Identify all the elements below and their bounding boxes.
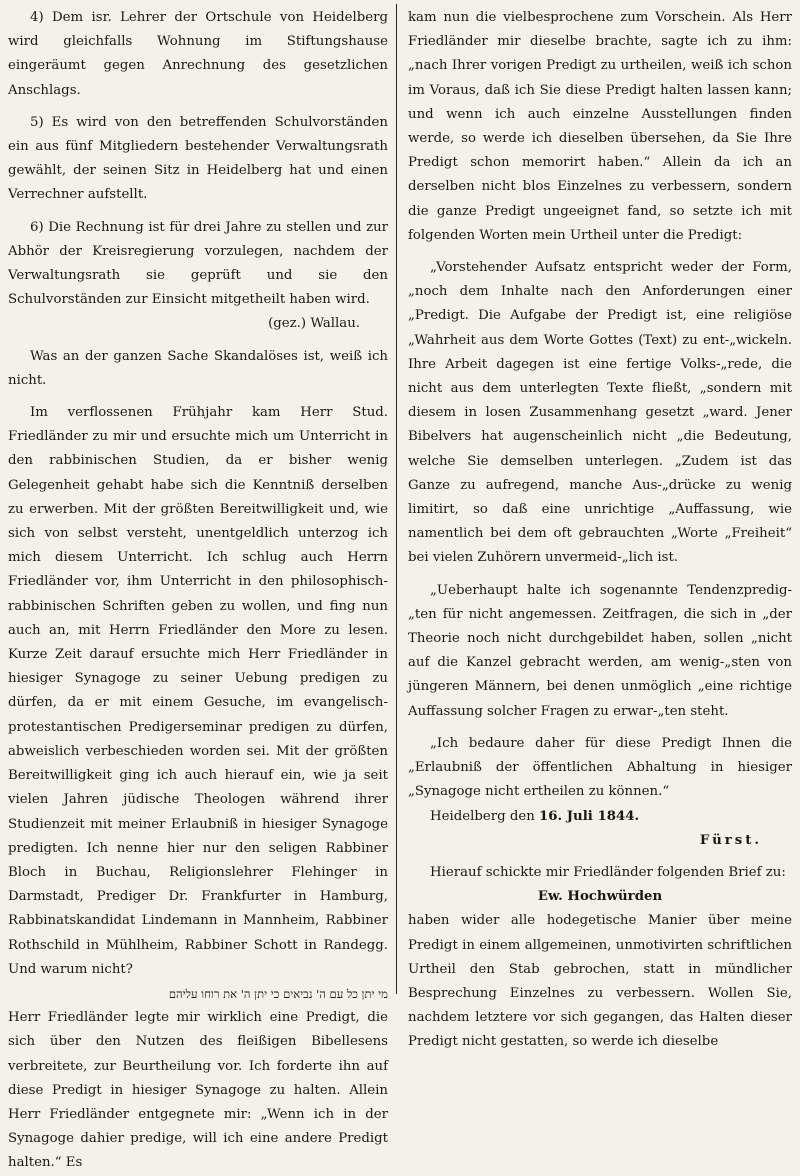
judgement-paragraph-2: „Ueberhaupt halte ich sogenannte Tendenzpredig-„ten für nicht angemessen. Zeitfragen, die sich in „der Theorie noch nicht durchgebildet haben, sollen „nicht auf die Kanzel gebracht werden, am wenig-„sten von jüngeren Männern, bei denen unmöglich „eine richtige Auffassung solcher Fragen zu erwar-„ten steht. (408, 582, 792, 719)
date-value: 16. Juli 1844. (539, 808, 640, 824)
left-column (8, 6, 388, 1176)
letter-salutation: Ew. Hochwürden (537, 889, 663, 905)
judgement-paragraph-3: „Ich bedaure daher für diese Predigt Ihnen die „Erlaubniß der öffentlichen Abhaltung in hiesiger „Synagoge nicht ertheilen zu können.“ (408, 735, 792, 800)
paragraph-scandal: Was an der ganzen Sache Skandalöses ist, weiß ich nicht. (8, 348, 388, 388)
date-place: Heidelberg den (430, 808, 539, 824)
decree-signature: (gez.) Wallau. (268, 316, 360, 332)
hebrew-quote: מי יתן כל עם ה' נביאים כי יתן ה' את רוחו עליהם (168, 986, 388, 1001)
paragraph-friedlaender-account: Im verflossenen Frühjahr kam Herr Stud. Friedländer zu mir und ersuchte mich um Unterricht in den rabbinischen Studien, da er bisher wenig Gelegenheit gehabt habe sich die Kenntniß derselben zu erwerben. Mit der größten Bereitwilligkeit und, wie sich von selbst versteht, unentgeldlich unterzog ich mich diesem Unterricht. Ich schlug auch Herrn Friedländer vor, ihm Unterricht in den philosophisch-rabbinischen Schriften geben zu wollen, und fing nun auch an, mit Herrn Friedländer den More zu lesen. Kurze Zeit darauf ersuchte mich Herr Friedländer in hiesiger Synagoge zu seiner Uebung predigen zu dürfen, da er mit einem Gesuche, im evangelisch-protestantischen Predigerseminar predigen zu dürfen, abweislich verbeschieden worden sei. Mit der größten Bereitwilligkeit ging ich auch hierauf ein, wie ja seit vielen Jahren jüdische Theologen während ihrer Studienzeit mit meiner Erlaubniß in hiesiger Synagoge predigten. Ich nenne hier nur den seligen Rabbiner Bloch in Buchau, Religionslehrer Flehinger in Darmstadt, Prediger Dr. Frankfurter in Hamburg, Rabbinatskandidat Lindemann in Mannheim, Rabbiner Rothschild in Mühlheim, Rabbiner Schott in Randegg. Und warum nicht? (8, 405, 388, 977)
date-line (408, 805, 792, 829)
right-column (408, 6, 792, 1055)
paragraph-item-5: 5) Es wird von den betreffenden Schulvorständen ein aus fünf Mitgliedern bestehender Verwaltungsrath gewählt, der seinen Sitz in Heidelberg hat und einen Verrechner aufstellt. (8, 114, 388, 203)
judgement-paragraph-1: „Vorstehender Aufsatz entspricht weder der Form, „noch dem Inhalte nach den Anforderungen einer „Predigt. Die Aufgabe der Predigt ist, eine religiöse „Wahrheit aus dem Worte Gottes (Text) zu ent-„wickeln. Ihre Arbeit dagegen ist eine fertige Volks-„rede, die nicht aus dem unterlegten Texte fließt, „sondern mit diesem in losen Zusammenhang gesetzt „ward. Jener Bibelvers hat augenscheinlich nicht „die Bedeutung, welche Sie demselben unterlegen. „Zudem ist das Ganze zu aufregend, manche Aus-„drücke zu wenig limitirt, so daß eine unrichtige „Auffassung, wie namentlich bei dem oft gebrauchten „Worte „Freiheit“ bei vielen Zuhörern unvermeid-„lich ist. (408, 260, 792, 566)
column-divider (396, 4, 397, 994)
paragraph-sermon-submission: Herr Friedländer legte mir wirklich eine Predigt, die sich über den Nutzen des fleißigen Bibellesens verbreitete, zur Beurtheilung vor. Ich forderte ihn auf diese Predigt in hiesiger Synagoge zu halten. Allein Herr Friedländer entgegnete mir: „Wenn ich in der Synagoge dahier predige, will ich eine andere Predigt halten.“ Es (8, 1010, 388, 1171)
paragraph-letter-intro: Hierauf schickte mir Friedländer folgenden Brief zu: (430, 864, 786, 880)
letter-body: haben wider alle hodegetische Manier über meine Predigt in einem allgemeinen, unmotivirten schriftlichen Urtheil den Stab gebrochen, statt in mündlicher Besprechung Einzelnes zu verbessern. Wollen Sie, nachdem letztere vor sich gegangen, das Halten dieser Predigt nicht gestatten, so werde ich dieselbe (408, 913, 792, 1050)
signature-fuerst: Fürst. (699, 832, 762, 848)
paragraph-sermon-appears: kam nun die vielbesprochene zum Vorschein. Als Herr Friedländer mir dieselbe brachte, sagte ich zu ihm: „nach Ihrer vorigen Predigt zu urtheilen, weiß ich schon im Voraus, daß ich Sie diese Predigt halten lassen kann; und wenn ich auch einzelne Ausstellungen finden werde, so werde ich dieselben übersehen, da Sie Ihre Predigt schon memorirt haben.“ Allein da ich an derselben nicht blos Einzelnes zu verbessern, sondern die ganze Predigt ungeeignet fand, so setzte ich mit folgenden Worten mein Urtheil unter die Predigt: (408, 10, 792, 243)
paragraph-item-4: 4) Dem isr. Lehrer der Ortschule von Heidelberg wird gleichfalls Wohnung im Stiftungshause eingeräumt gegen Anrechnung des gesetzlichen Anschlags. (8, 10, 388, 98)
paragraph-item-6: 6) Die Rechnung ist für drei Jahre zu stellen und zur Abhör der Kreisregierung vorzulegen, nachdem der Verwaltungsrath sie geprüft und sie den Schulvorständen zur Einsicht mitgetheilt haben wird. (8, 219, 388, 308)
